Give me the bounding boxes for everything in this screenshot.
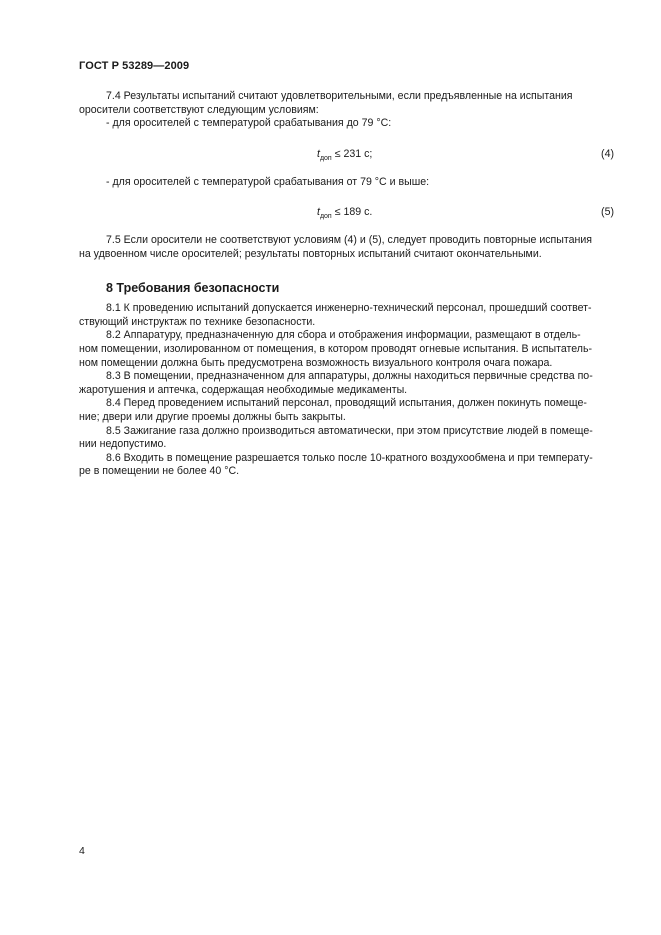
bullet-below-79: - для оросителей с температурой срабатывания до 79 °C:: [106, 117, 392, 130]
page-number: 4: [79, 845, 85, 857]
p8-2-line2: ном помещении, изолированном от помещения, в котором проводят огневые испытания. В испытатель-: [79, 342, 593, 355]
formula-5-number: (5): [601, 206, 614, 219]
p7-4-line2: оросители соответствуют следующим условиям:: [79, 103, 319, 116]
p8-6-line2: ре в помещении не более 40 °C.: [79, 465, 240, 478]
paragraph-7-4: [79, 90, 615, 220]
document-header: ГОСТ Р 53289—2009: [79, 60, 190, 72]
p8-6-line1: 8.6 Входить в помещение разрешается только после 10-кратного воздухообмена и при температу-: [106, 451, 593, 464]
formula-4-subscript: доп: [319, 154, 332, 162]
formula-5-subscript: доп: [319, 213, 332, 221]
paragraph-8-3: [79, 370, 615, 397]
p8-4-line2: ние; двери или другие проемы должны быть закрыты.: [79, 410, 346, 423]
p8-3-line1: 8.3 В помещении, предназначенном для аппаратуры, должны находиться первичные средства по-: [106, 370, 593, 383]
p7-4-line1: 7.4 Результаты испытаний считают удовлетворительными, если предъявленные на испытания: [106, 90, 573, 102]
paragraph-7-5: [79, 234, 615, 261]
p7-5-line2: на удвоенном числе оросителей; результаты повторных испытаний считают окончательными.: [79, 247, 542, 260]
p8-2-line1: 8.2 Аппаратуру, предназначенную для сбора и отображения информации, размещают в отдель-: [106, 329, 581, 342]
formula-5-relation: ≤ 189 с.: [334, 206, 373, 219]
paragraph-8-2: [79, 329, 615, 370]
p8-5-line2: нии недопустимо.: [79, 438, 167, 451]
formula-5-variable: t: [317, 206, 320, 219]
p8-5-line1: 8.5 Зажигание газа должно производиться автоматически, при этом присутствие людей в помеще-: [106, 424, 593, 437]
paragraph-8-5: [79, 425, 615, 452]
p8-3-line2: жаротушения и аптечка, содержащая необходимые медикаменты.: [79, 383, 408, 396]
paragraph-8-6: [79, 452, 615, 479]
formula-4-relation: ≤ 231 с;: [334, 147, 373, 160]
formula-4: [79, 148, 615, 162]
p8-4-line1: 8.4 Перед проведением испытаний персонал, проводящий испытания, должен покинуть помеще-: [106, 397, 587, 410]
section-8-title: 8 Требования безопасности: [106, 280, 280, 295]
formula-5-expression: [317, 206, 372, 224]
bullet-79-and-above: - для оросителей с температурой срабатывания от 79 °C и выше:: [106, 175, 430, 188]
formula-4-variable: t: [317, 147, 320, 160]
formula-5: [79, 206, 615, 220]
page-body: [79, 90, 615, 479]
formula-4-expression: [317, 148, 372, 166]
p8-2-line3: ном помещении должна быть предусмотрена возможность визуального контроля очага пожара.: [79, 356, 553, 369]
p8-1-line2: ствующий инструктаж по технике безопасности.: [79, 315, 316, 328]
paragraph-8-4: [79, 397, 615, 424]
p8-1-line1: 8.1 К проведению испытаний допускается инженерно-технический персонал, прошедший соответ-: [106, 302, 592, 315]
formula-4-number: (4): [601, 147, 614, 160]
paragraph-8-1: [79, 302, 615, 329]
p7-5-line1: 7.5 Если оросители не соответствуют условиям (4) и (5), следует проводить повторные испытания: [106, 234, 593, 247]
